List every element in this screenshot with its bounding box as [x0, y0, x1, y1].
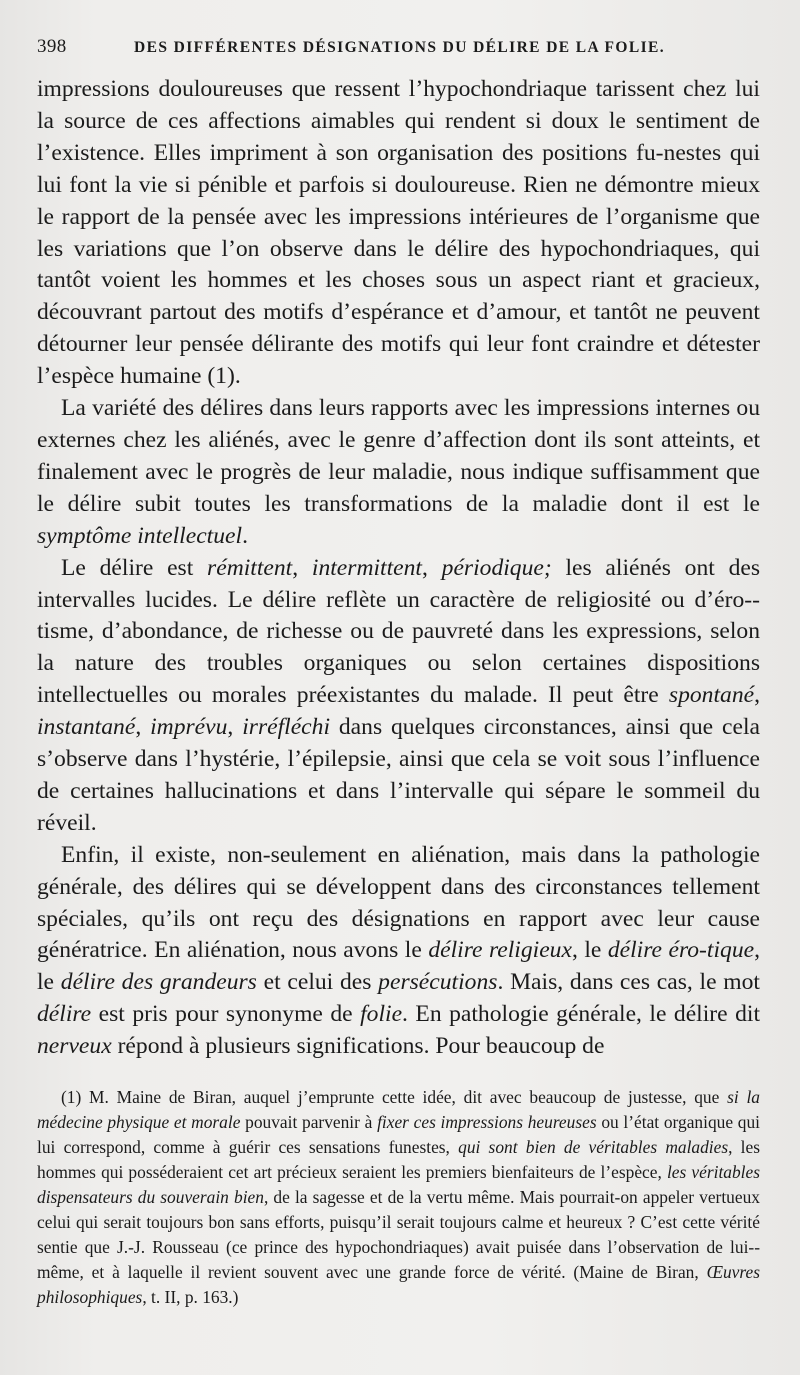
text-run: impressions douloureuses que ressent l’hypochondriaque tarissent chez lui la source de ces affections aimables qui rendent si doux le sentiment de l’existence. Elles impriment à son organisation des positions fu-nestes qui lui font la vie si pénible et parfois si douloureuse. Rien ne démontre mieux le rapport de la pensée avec les impressions intérieures de l’organisme que les variations que l’on observe dans le délire des hypochondriaques, qui tantôt voient les hommes et les choses sous un aspect riant et gracieux, découvrant partout des motifs d’espérance et d’amour, et tantôt ne peuvent détourner leur pensée délirante des motifs qui leur font craindre et détester l’espèce humaine (1).	[37, 76, 760, 390]
text-run: Enfin, il existe, non-seulement en aliénation, mais dans la pathologie générale, des délires qui se développent dans des circonstances tellement spéciales, qu’ils ont reçu des désignations en rapport avec leur cause génératrice. En aliénation, nous avons le	[37, 841, 760, 964]
text-run: répond à plusieurs significations. Pour beaucoup de	[111, 1033, 605, 1060]
text-run: , t. II, p. 163.)	[142, 1287, 239, 1308]
italic-text: imprévu	[150, 714, 228, 741]
body-text	[37, 74, 760, 1063]
text-run: , les hommes qui posséderaient cet art précieux seraient les premiers bienfaiteurs de l’espèce,	[37, 1137, 761, 1183]
text-run: ,	[754, 682, 760, 709]
running-title: DES DIFFÉRENTES DÉSIGNATIONS DU DÉLIRE DE LA FOLIE.	[134, 39, 666, 56]
text-run: ,	[292, 554, 312, 581]
italic-text: les véritables dispensateurs du souverain bien	[37, 1162, 761, 1208]
italic-text: folie	[360, 1001, 403, 1028]
text-run: ,	[227, 714, 243, 741]
text-run: dans quelques circonstances, ainsi que cela s’observe dans l’hystérie, l’épilepsie, ainsi que cela se voit sous l’influence de certaines hallucinations et dans l’intervalle qui sépare le sommeil du réveil.	[37, 714, 760, 836]
italic-text: intermittent	[311, 554, 422, 581]
italic-text: qui sont bien de véritables maladies	[458, 1137, 729, 1158]
text-run: (1) M. Maine de Biran, auquel j’emprunte cette idée, dit avec beaucoup de justesse, que	[61, 1087, 728, 1108]
italic-text: irréfléchi	[242, 714, 330, 741]
paragraph-1	[37, 74, 760, 393]
footnote-separator	[37, 1063, 760, 1085]
text-run: , de la sagesse et de la vertu même. Mais pourrait-on appeler vertueux celui qui serait toujours bon sans efforts, puisqu’il serait toujours calme et heureux ? C’est cette vérité sentie que J.-J. Rousseau (ce prince des hypochondriaques) avait puisée dans l’observation de lui-même, et à laquelle il revient souvent avec une grande force de vérité. (Maine de Biran,	[37, 1187, 760, 1283]
text-run: ,	[135, 714, 151, 741]
text-run: . Mais, dans ces cas, le mot	[497, 969, 760, 996]
text-run: , le	[571, 937, 608, 964]
italic-text: rémittent	[207, 554, 293, 581]
text-run: La variété des délires dans leurs rapports avec les impressions internes ou externes chez les aliénés, avec le genre d’affection dont ils sont atteints, et finalement avec le progrès de leur maladie, nous indique suffisamment que le délire subit toutes les transformations de la maladie dont il est le	[37, 395, 760, 517]
text-run: .	[242, 522, 248, 549]
paragraph-4	[37, 840, 760, 1063]
running-head	[37, 36, 760, 66]
text-run: et celui des	[256, 969, 379, 996]
footnote-text	[37, 1085, 760, 1310]
italic-text: délire des grandeurs	[60, 969, 257, 996]
italic-text: délire	[37, 1001, 92, 1028]
text-run: est pris pour synonyme de	[91, 1001, 361, 1028]
text-run: ,	[421, 554, 442, 581]
italic-text: spontané	[668, 682, 755, 709]
italic-text: délire éro-tique	[607, 937, 755, 964]
italic-text: périodique;	[441, 554, 552, 581]
italic-text: fixer ces impressions heureuses	[377, 1112, 597, 1133]
italic-text: symptôme intellectuel	[37, 522, 243, 549]
paragraph-3	[37, 553, 760, 840]
italic-text: Œuvres philosophiques	[37, 1262, 760, 1308]
text-run: Le délire est	[61, 554, 208, 581]
italic-text: persécutions	[378, 969, 498, 996]
text-run: . En pathologie générale, le délire dit	[402, 1001, 761, 1028]
italic-text: si la médecine physique et morale	[37, 1087, 760, 1133]
page-number: 398	[37, 36, 67, 57]
text-run: les aliénés ont des intervalles lucides. Le délire reflète un caractère de religiosité ou d’éro-tisme, d’abondance, de richesse ou de pauvreté dans les expressions, selon la nature des troubles organiques ou selon certaines dispositions intellectuelles ou morales préexistantes du malade. Il peut être	[37, 554, 761, 709]
italic-text: nerveux	[37, 1033, 112, 1060]
footnote	[37, 1085, 760, 1310]
italic-text: délire religieux	[428, 937, 572, 964]
text-run: pouvait parvenir à	[240, 1112, 378, 1133]
paragraph-2	[37, 393, 760, 553]
italic-text: instantané	[37, 714, 136, 741]
text-run: , le	[37, 937, 760, 996]
text-run: ou l’état organique qui lui correspond, comme à guérir ces sensations funestes,	[37, 1112, 760, 1158]
